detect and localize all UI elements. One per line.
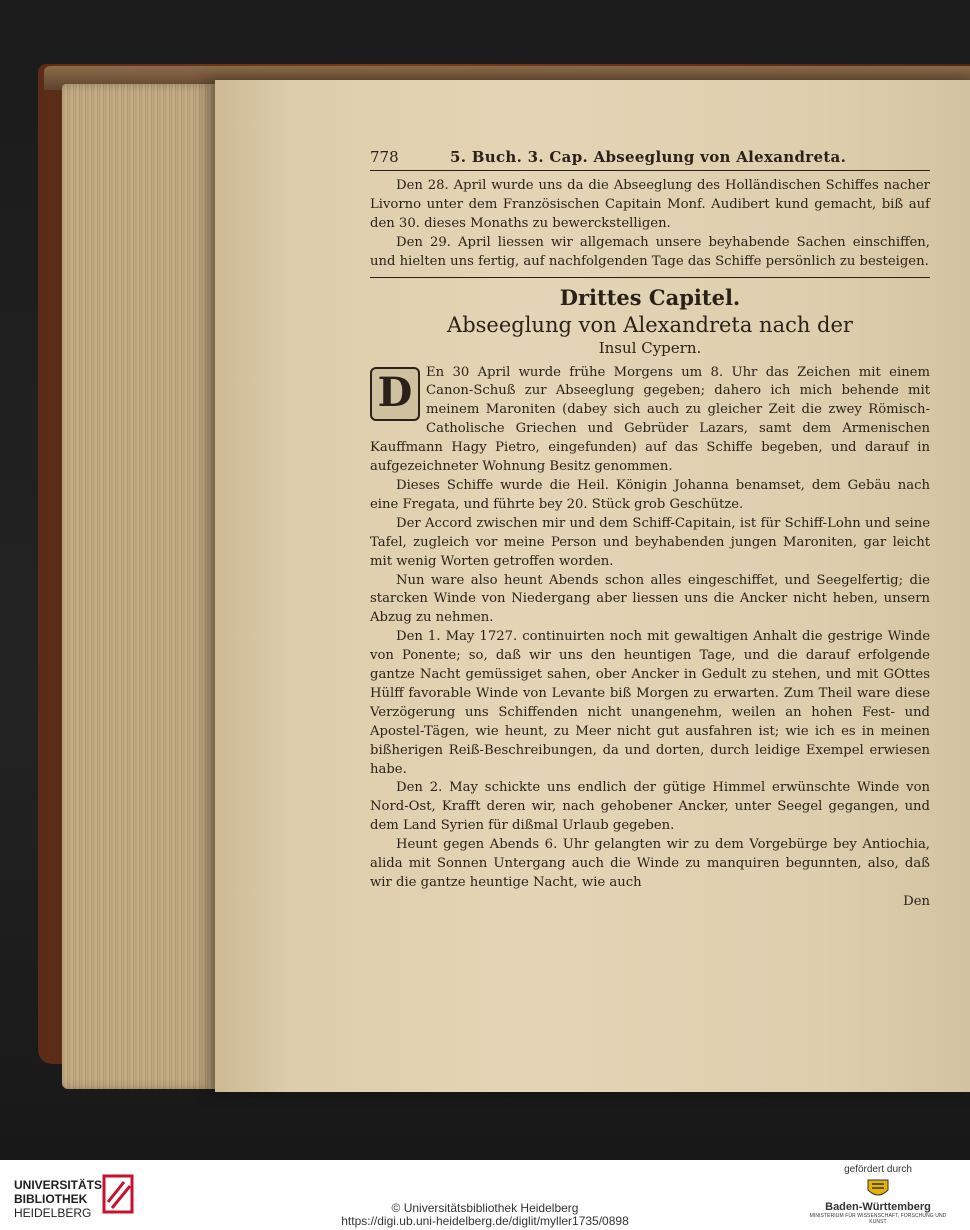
running-header — [370, 148, 930, 171]
funder-name: Baden-Württemberg — [825, 1201, 931, 1213]
paragraph: Nun ware also heunt Abends schon alles eingeschiffet, und Seegelfertig; die starcken Winde von Niedergang aber liessen uns die Ancker nicht heben, unsern Abzug zu nehmen. — [370, 572, 930, 626]
paragraph: Heunt gegen Abends 6. Uhr gelangten wir zu dem Vorgebürge bey Antiochia, alida mit Sonnen Untergang auch die Winde zu manquiren begunnten, also, daß wir die gantze heuntige Nacht, wie auch — [370, 837, 930, 890]
page-block-edges — [62, 84, 222, 1089]
permalink[interactable]: https://digi.ub.uni-heidelberg.de/diglit/myller1735/0898 — [341, 1214, 629, 1228]
library-name-line: HEIDELBERG — [14, 1206, 92, 1220]
section-rule — [370, 277, 930, 278]
paragraph: Dieses Schiffe wurde die Heil. Königin Johanna benamset, dem Gebäu nach eine Fregata, und führte bey 20. Stück grob Geschütze. — [370, 477, 930, 512]
state-crest-icon — [865, 1178, 891, 1200]
funded-by-label: gefördert durch — [844, 1164, 912, 1175]
library-name-line: BIBLIOTHEK — [14, 1192, 88, 1206]
first-paragraph-text: En 30 April wurde frühe Morgens um 8. Uhr das Zeichen mit einem Canon-Schuß zur Abseeglung gegeben; dahero ich mich behende mit meinem Maroniten (dabey sich auch zu gleicher Zeit die zwey Römisch-Catholische Griechen und Gebrüder Lazars, samt dem Armenischen Kauffmann Hagy Pietro, eingefunden) auf das Schiffe begeben, und darauf in aufgezeichneter Wohnung Besitz genommen. — [370, 364, 930, 475]
library-name-line: UNIVERSITÄTS- — [14, 1178, 107, 1192]
page-number: 778 — [370, 148, 399, 166]
paragraph: Der Accord zwischen mir und dem Schiff-Capitain, ist für Schiff-Lohn und seine Tafel, zugleich vor meine Person und beyhabenden jungen Maroniten, gar leicht mit wenig Worten getroffen worden. — [370, 515, 930, 569]
chapter-subtitle: Insul Cypern. — [598, 338, 702, 357]
viewer-footer — [0, 1160, 970, 1230]
page-text — [370, 148, 930, 912]
funder-block[interactable] — [808, 1164, 948, 1225]
header-title: 5. Buch. 3. Cap. Abseeglung von Alexandreta. — [450, 148, 847, 166]
paragraph: Den 2. May schickte uns endlich der gütige Himmel erwünschte Winde von Nord-Ost, Krafft deren wir, nach gehobener Ancker, unter Seegel gegangen, und dem Land Syrien für dißmal Urlaub gegeben. — [370, 780, 930, 834]
paragraph: Den 1. May 1727. continuirten noch mit gewaltigen Anhalt die gestrige Winde von Ponente; so, daß wir uns den heuntigen Tage, und die darauf erfolgende gantze Nacht gemüssiget sahen, ober Ancker in Gedult zu stehen, und mit GOttes Hülff favorable Winde von Levante biß Morgen zu erwarten. Zum Theil ware diese Verzögerung uns Schiffenden nicht unangenehm, weilen an hohen Fest- und Apostel-Tägen, wie heunt, zu Meer nicht gut ausfahren ist; wie ich es in meinen bißherigen Reiß-Beschreibungen, da und dorten, durch leidige Exempel erwiesen habe. — [370, 629, 930, 777]
copyright-text: © Universitätsbibliothek Heidelberg — [391, 1201, 579, 1215]
catchword: Den — [903, 893, 930, 909]
chapter-number: Drittes Capitel. — [559, 284, 741, 310]
paragraph: Den 28. April wurde uns da die Abseeglung des Holländischen Schiffes nacher Livorno unter dem Französischen Capitain Monf. Audibert kund gemacht, biß auf den 30. dieses Monaths zu bewerckstelligen. — [370, 178, 930, 231]
first-paragraph — [370, 364, 930, 477]
ministry-name: MINISTERIUM FÜR WISSENSCHAFT, FORSCHUNG UND KUNST — [809, 1213, 947, 1225]
text-body-main — [370, 364, 930, 912]
paragraph: Den 29. April liessen wir allgemach unsere beyhabende Sachen einschiffen, und hielten uns fertig, auf nachfolgenden Tage das Schiffe persönlich zu besteigen. — [370, 234, 930, 269]
text-body-top — [370, 177, 930, 272]
drop-cap: D — [370, 367, 420, 421]
chapter-title: Abseeglung von Alexandreta nach der — [447, 312, 853, 337]
